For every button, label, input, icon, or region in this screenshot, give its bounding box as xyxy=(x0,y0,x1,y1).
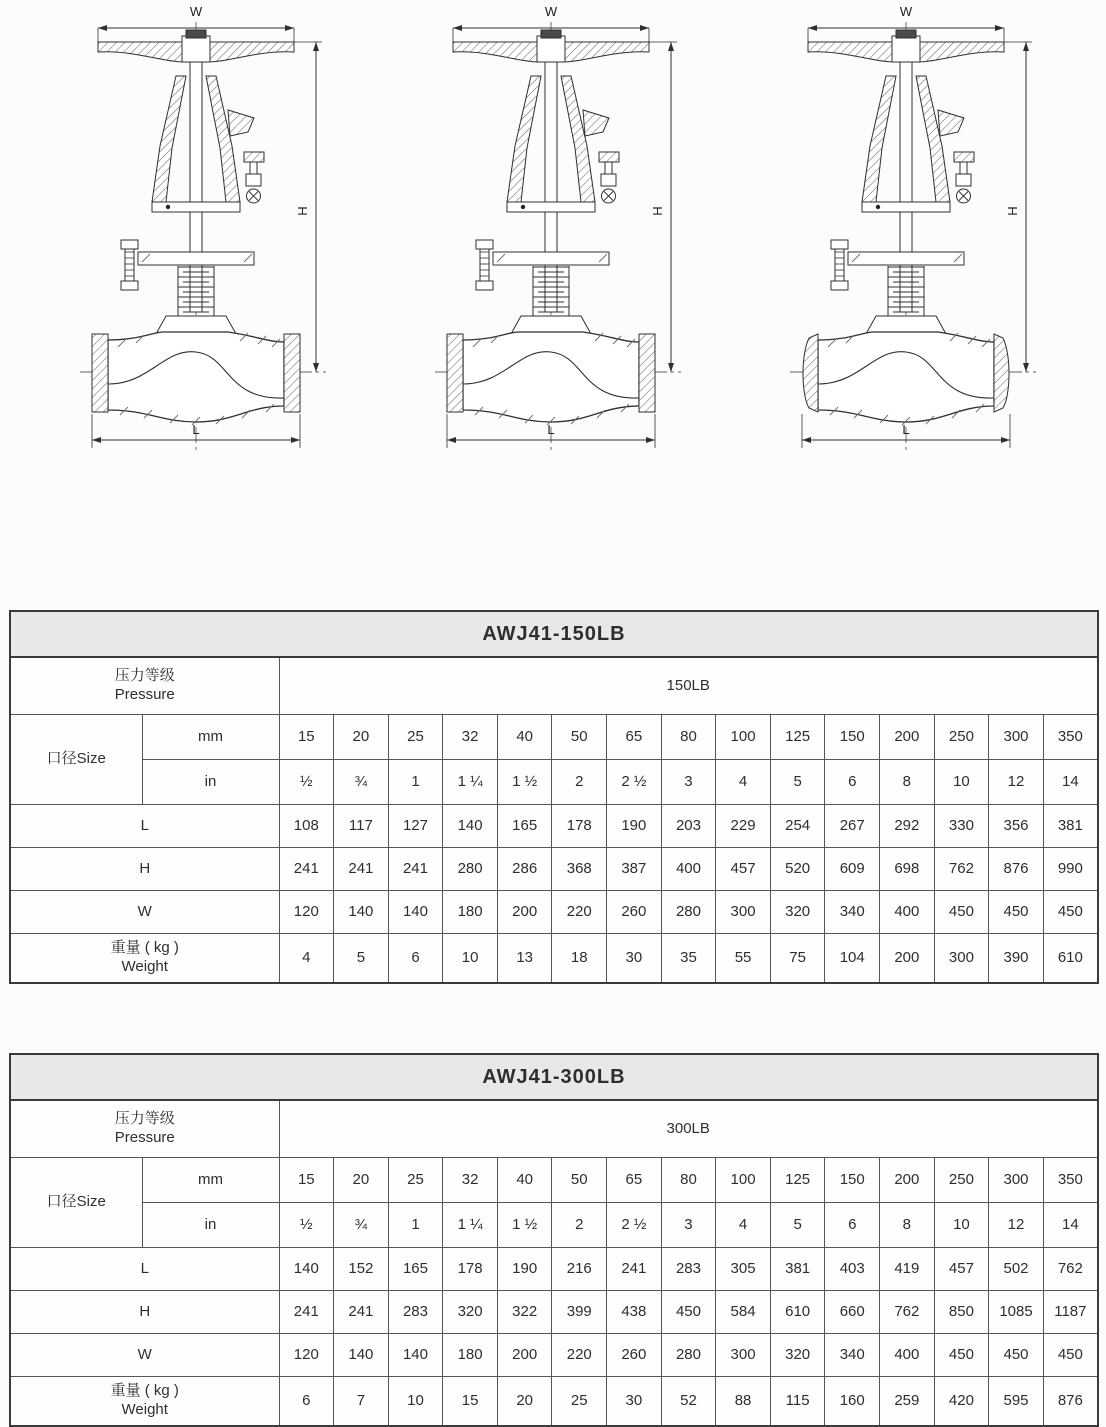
dim-H xyxy=(649,42,677,372)
handwheel xyxy=(453,30,649,62)
dim-value: 75 xyxy=(770,934,825,984)
dim-value: 450 xyxy=(934,891,989,934)
dim-value: 152 xyxy=(334,1248,389,1291)
dim-value: 108 xyxy=(279,805,334,848)
size-in-value: 12 xyxy=(989,1203,1044,1248)
dim-value: 140 xyxy=(388,891,443,934)
dim-value: 140 xyxy=(334,891,389,934)
dim-value: 18 xyxy=(552,934,607,984)
dim-value: 10 xyxy=(443,934,498,984)
dim-value: 368 xyxy=(552,848,607,891)
size-mm-value: 15 xyxy=(279,715,334,760)
dim-value: 25 xyxy=(552,1377,607,1427)
size-in-value: 4 xyxy=(716,760,771,805)
svg-text:L: L xyxy=(902,422,910,437)
pressure-value: 300LB xyxy=(279,1100,1098,1158)
dim-value: 300 xyxy=(716,1334,771,1377)
size-in-value: 8 xyxy=(880,760,935,805)
dim-value: 52 xyxy=(661,1377,716,1427)
size-mm-value: 15 xyxy=(279,1158,334,1203)
dim-H xyxy=(1004,42,1032,372)
table-title: AWJ41-150LB xyxy=(10,611,1098,657)
globe-valve-cross-section xyxy=(433,4,685,456)
dim-value: 241 xyxy=(334,1291,389,1334)
dim-value: 140 xyxy=(279,1248,334,1291)
size-in-value: 10 xyxy=(934,760,989,805)
dim-value: 127 xyxy=(388,805,443,848)
valve-drawing-3 xyxy=(788,4,1040,456)
dim-value: 292 xyxy=(880,805,935,848)
size-mm-value: 80 xyxy=(661,715,716,760)
size-in-value: 1 xyxy=(388,760,443,805)
row-label-L: L xyxy=(10,1248,279,1291)
size-in-value: ½ xyxy=(279,1203,334,1248)
svg-text:W: W xyxy=(899,4,913,19)
dim-value: 400 xyxy=(880,891,935,934)
dim-value: 438 xyxy=(607,1291,662,1334)
dim-value: 7 xyxy=(334,1377,389,1427)
row-label-H: H xyxy=(10,1291,279,1334)
unit-in-label: in xyxy=(142,760,279,805)
size-in-value: 1 ½ xyxy=(497,760,552,805)
dim-value: 35 xyxy=(661,934,716,984)
pressure-value: 150LB xyxy=(279,657,1098,715)
size-mm-value: 25 xyxy=(388,715,443,760)
gland-fitting xyxy=(599,152,619,203)
row-label-W: W xyxy=(10,1334,279,1377)
dim-value: 13 xyxy=(497,934,552,984)
dim-value: 609 xyxy=(825,848,880,891)
dim-value: 117 xyxy=(334,805,389,848)
dim-value: 876 xyxy=(1043,1377,1098,1427)
dim-value: 115 xyxy=(770,1377,825,1427)
svg-text:W: W xyxy=(189,4,203,19)
size-in-value: 14 xyxy=(1043,760,1098,805)
size-in-value: 3 xyxy=(661,1203,716,1248)
dim-value: 762 xyxy=(1043,1248,1098,1291)
size-mm-value: 32 xyxy=(443,1158,498,1203)
size-in-value: ½ xyxy=(279,760,334,805)
size-mm-value: 150 xyxy=(825,715,880,760)
size-in-value: 10 xyxy=(934,1203,989,1248)
size-in-value: 1 ½ xyxy=(497,1203,552,1248)
size-label: 口径Size xyxy=(10,715,142,805)
dim-value: 286 xyxy=(497,848,552,891)
dim-value: 400 xyxy=(880,1334,935,1377)
dim-value: 320 xyxy=(770,891,825,934)
dim-value: 400 xyxy=(661,848,716,891)
dim-value: 340 xyxy=(825,1334,880,1377)
dim-value: 55 xyxy=(716,934,771,984)
dim-value: 876 xyxy=(989,848,1044,891)
row-label-W: W xyxy=(10,891,279,934)
size-in-value: 4 xyxy=(716,1203,771,1248)
size-mm-value: 65 xyxy=(607,1158,662,1203)
dim-value: 30 xyxy=(607,1377,662,1427)
size-in-value: 1 ¼ xyxy=(443,1203,498,1248)
size-mm-value: 125 xyxy=(770,715,825,760)
dim-value: 381 xyxy=(770,1248,825,1291)
gland-fitting xyxy=(954,152,974,203)
dim-value: 1187 xyxy=(1043,1291,1098,1334)
unit-in-label: in xyxy=(142,1203,279,1248)
dim-value: 4 xyxy=(279,934,334,984)
dim-value: 30 xyxy=(607,934,662,984)
body-neck xyxy=(511,316,591,334)
size-in-value: 14 xyxy=(1043,1203,1098,1248)
size-mm-value: 300 xyxy=(989,715,1044,760)
dim-value: 850 xyxy=(934,1291,989,1334)
size-mm-value: 100 xyxy=(716,715,771,760)
dim-value: 300 xyxy=(934,934,989,984)
valve-drawing-2 xyxy=(433,4,685,456)
dim-value: 200 xyxy=(497,891,552,934)
unit-mm-label: mm xyxy=(142,1158,279,1203)
dim-value: 450 xyxy=(934,1334,989,1377)
valve-stem xyxy=(545,62,557,312)
dim-value: 241 xyxy=(607,1248,662,1291)
dim-value: 450 xyxy=(1043,891,1098,934)
size-mm-value: 50 xyxy=(552,715,607,760)
dim-value: 140 xyxy=(388,1334,443,1377)
dim-value: 1085 xyxy=(989,1291,1044,1334)
dim-value: 267 xyxy=(825,805,880,848)
size-mm-value: 20 xyxy=(334,1158,389,1203)
svg-text:H: H xyxy=(1005,206,1020,216)
size-in-value: ¾ xyxy=(334,1203,389,1248)
dim-value: 260 xyxy=(607,891,662,934)
dim-value: 120 xyxy=(279,891,334,934)
svg-text:W: W xyxy=(544,4,558,19)
unit-mm-label: mm xyxy=(142,715,279,760)
row-label-L: L xyxy=(10,805,279,848)
dim-value: 216 xyxy=(552,1248,607,1291)
gland-fitting xyxy=(244,152,264,203)
dim-value: 254 xyxy=(770,805,825,848)
svg-text:H: H xyxy=(650,206,665,216)
handwheel xyxy=(98,30,294,62)
row-label-weight: 重量 ( kg ) Weight xyxy=(10,1377,279,1427)
dim-value: 305 xyxy=(716,1248,771,1291)
row-label-weight: 重量 ( kg ) Weight xyxy=(10,934,279,984)
dim-value: 280 xyxy=(661,1334,716,1377)
dim-value: 403 xyxy=(825,1248,880,1291)
dim-value: 190 xyxy=(607,805,662,848)
dim-value: 165 xyxy=(388,1248,443,1291)
dim-value: 220 xyxy=(552,1334,607,1377)
dim-value: 180 xyxy=(443,1334,498,1377)
dim-H xyxy=(294,42,322,372)
dim-value: 178 xyxy=(552,805,607,848)
dim-value: 610 xyxy=(770,1291,825,1334)
dim-value: 420 xyxy=(934,1377,989,1427)
dim-value: 260 xyxy=(607,1334,662,1377)
dim-value: 419 xyxy=(880,1248,935,1291)
dim-value: 180 xyxy=(443,891,498,934)
dim-value: 241 xyxy=(279,848,334,891)
dim-value: 203 xyxy=(661,805,716,848)
dim-value: 6 xyxy=(279,1377,334,1427)
size-mm-value: 350 xyxy=(1043,715,1098,760)
size-in-value: 5 xyxy=(770,1203,825,1248)
valve-stem xyxy=(900,62,912,312)
size-in-value: 3 xyxy=(661,760,716,805)
dim-value: 120 xyxy=(279,1334,334,1377)
dim-value: 762 xyxy=(880,1291,935,1334)
size-mm-value: 65 xyxy=(607,715,662,760)
size-mm-value: 25 xyxy=(388,1158,443,1203)
dim-value: 190 xyxy=(497,1248,552,1291)
body-neck xyxy=(866,316,946,334)
size-in-value: 12 xyxy=(989,760,1044,805)
svg-text:H: H xyxy=(295,206,310,216)
size-in-value: ¾ xyxy=(334,760,389,805)
size-in-value: 6 xyxy=(825,760,880,805)
size-label: 口径Size xyxy=(10,1158,142,1248)
dim-value: 241 xyxy=(334,848,389,891)
dim-value: 595 xyxy=(989,1377,1044,1427)
pressure-label: 压力等级 Pressure xyxy=(10,657,279,715)
globe-valve-cross-section xyxy=(78,4,330,456)
dim-value: 283 xyxy=(661,1248,716,1291)
dim-value: 610 xyxy=(1043,934,1098,984)
dim-value: 322 xyxy=(497,1291,552,1334)
size-mm-value: 40 xyxy=(497,715,552,760)
yoke-bonnet xyxy=(862,76,964,212)
dim-value: 762 xyxy=(934,848,989,891)
dim-value: 280 xyxy=(443,848,498,891)
dim-value: 283 xyxy=(388,1291,443,1334)
svg-text:L: L xyxy=(547,422,555,437)
size-in-value: 8 xyxy=(880,1203,935,1248)
valve-drawings xyxy=(78,4,1040,460)
dim-value: 140 xyxy=(443,805,498,848)
dim-value: 20 xyxy=(497,1377,552,1427)
dim-value: 259 xyxy=(880,1377,935,1427)
dim-value: 15 xyxy=(443,1377,498,1427)
size-mm-value: 20 xyxy=(334,715,389,760)
size-in-value: 2 xyxy=(552,760,607,805)
dim-value: 5 xyxy=(334,934,389,984)
dim-value: 160 xyxy=(825,1377,880,1427)
dim-value: 229 xyxy=(716,805,771,848)
dim-value: 390 xyxy=(989,934,1044,984)
dim-value: 399 xyxy=(552,1291,607,1334)
dim-value: 450 xyxy=(989,1334,1044,1377)
size-mm-value: 200 xyxy=(880,715,935,760)
dim-value: 584 xyxy=(716,1291,771,1334)
yoke-bonnet xyxy=(507,76,609,212)
dim-value: 200 xyxy=(497,1334,552,1377)
dim-value: 104 xyxy=(825,934,880,984)
dim-value: 220 xyxy=(552,891,607,934)
dim-value: 450 xyxy=(989,891,1044,934)
size-mm-value: 250 xyxy=(934,715,989,760)
dim-value: 520 xyxy=(770,848,825,891)
row-label-H: H xyxy=(10,848,279,891)
dim-value: 300 xyxy=(716,891,771,934)
dim-value: 698 xyxy=(880,848,935,891)
dim-value: 450 xyxy=(1043,1334,1098,1377)
dim-value: 502 xyxy=(989,1248,1044,1291)
size-mm-value: 100 xyxy=(716,1158,771,1203)
dim-value: 88 xyxy=(716,1377,771,1427)
spec-table-awj41-150lb xyxy=(9,610,1099,984)
svg-text:L: L xyxy=(192,422,200,437)
dim-value: 140 xyxy=(334,1334,389,1377)
globe-valve-cross-section xyxy=(788,4,1040,456)
dim-value: 660 xyxy=(825,1291,880,1334)
dim-value: 387 xyxy=(607,848,662,891)
dim-value: 10 xyxy=(388,1377,443,1427)
size-mm-value: 80 xyxy=(661,1158,716,1203)
valve-body xyxy=(92,332,300,425)
dim-value: 178 xyxy=(443,1248,498,1291)
dim-value: 165 xyxy=(497,805,552,848)
size-mm-value: 150 xyxy=(825,1158,880,1203)
size-in-value: 2 ½ xyxy=(607,1203,662,1248)
size-mm-value: 250 xyxy=(934,1158,989,1203)
size-in-value: 6 xyxy=(825,1203,880,1248)
size-mm-value: 200 xyxy=(880,1158,935,1203)
pressure-label: 压力等级 Pressure xyxy=(10,1100,279,1158)
valve-body xyxy=(447,332,655,425)
size-mm-value: 125 xyxy=(770,1158,825,1203)
dim-value: 320 xyxy=(443,1291,498,1334)
dim-value: 381 xyxy=(1043,805,1098,848)
spec-table-awj41-300lb xyxy=(9,1053,1099,1427)
size-in-value: 2 ½ xyxy=(607,760,662,805)
table-title: AWJ41-300LB xyxy=(10,1054,1098,1100)
dim-value: 280 xyxy=(661,891,716,934)
size-mm-value: 32 xyxy=(443,715,498,760)
dim-value: 457 xyxy=(934,1248,989,1291)
dim-value: 330 xyxy=(934,805,989,848)
yoke-bonnet xyxy=(152,76,254,212)
body-neck xyxy=(156,316,236,334)
dim-value: 241 xyxy=(279,1291,334,1334)
size-in-value: 1 ¼ xyxy=(443,760,498,805)
dim-value: 320 xyxy=(770,1334,825,1377)
dim-value: 340 xyxy=(825,891,880,934)
dim-value: 6 xyxy=(388,934,443,984)
size-mm-value: 300 xyxy=(989,1158,1044,1203)
size-mm-value: 40 xyxy=(497,1158,552,1203)
valve-body xyxy=(803,332,1009,425)
dim-value: 457 xyxy=(716,848,771,891)
dim-value: 200 xyxy=(880,934,935,984)
size-in-value: 1 xyxy=(388,1203,443,1248)
valve-stem xyxy=(190,62,202,312)
dim-value: 356 xyxy=(989,805,1044,848)
size-in-value: 5 xyxy=(770,760,825,805)
size-mm-value: 50 xyxy=(552,1158,607,1203)
dim-value: 450 xyxy=(661,1291,716,1334)
valve-drawing-1 xyxy=(78,4,330,456)
dim-value: 241 xyxy=(388,848,443,891)
handwheel xyxy=(808,30,1004,62)
size-in-value: 2 xyxy=(552,1203,607,1248)
size-mm-value: 350 xyxy=(1043,1158,1098,1203)
dim-value: 990 xyxy=(1043,848,1098,891)
